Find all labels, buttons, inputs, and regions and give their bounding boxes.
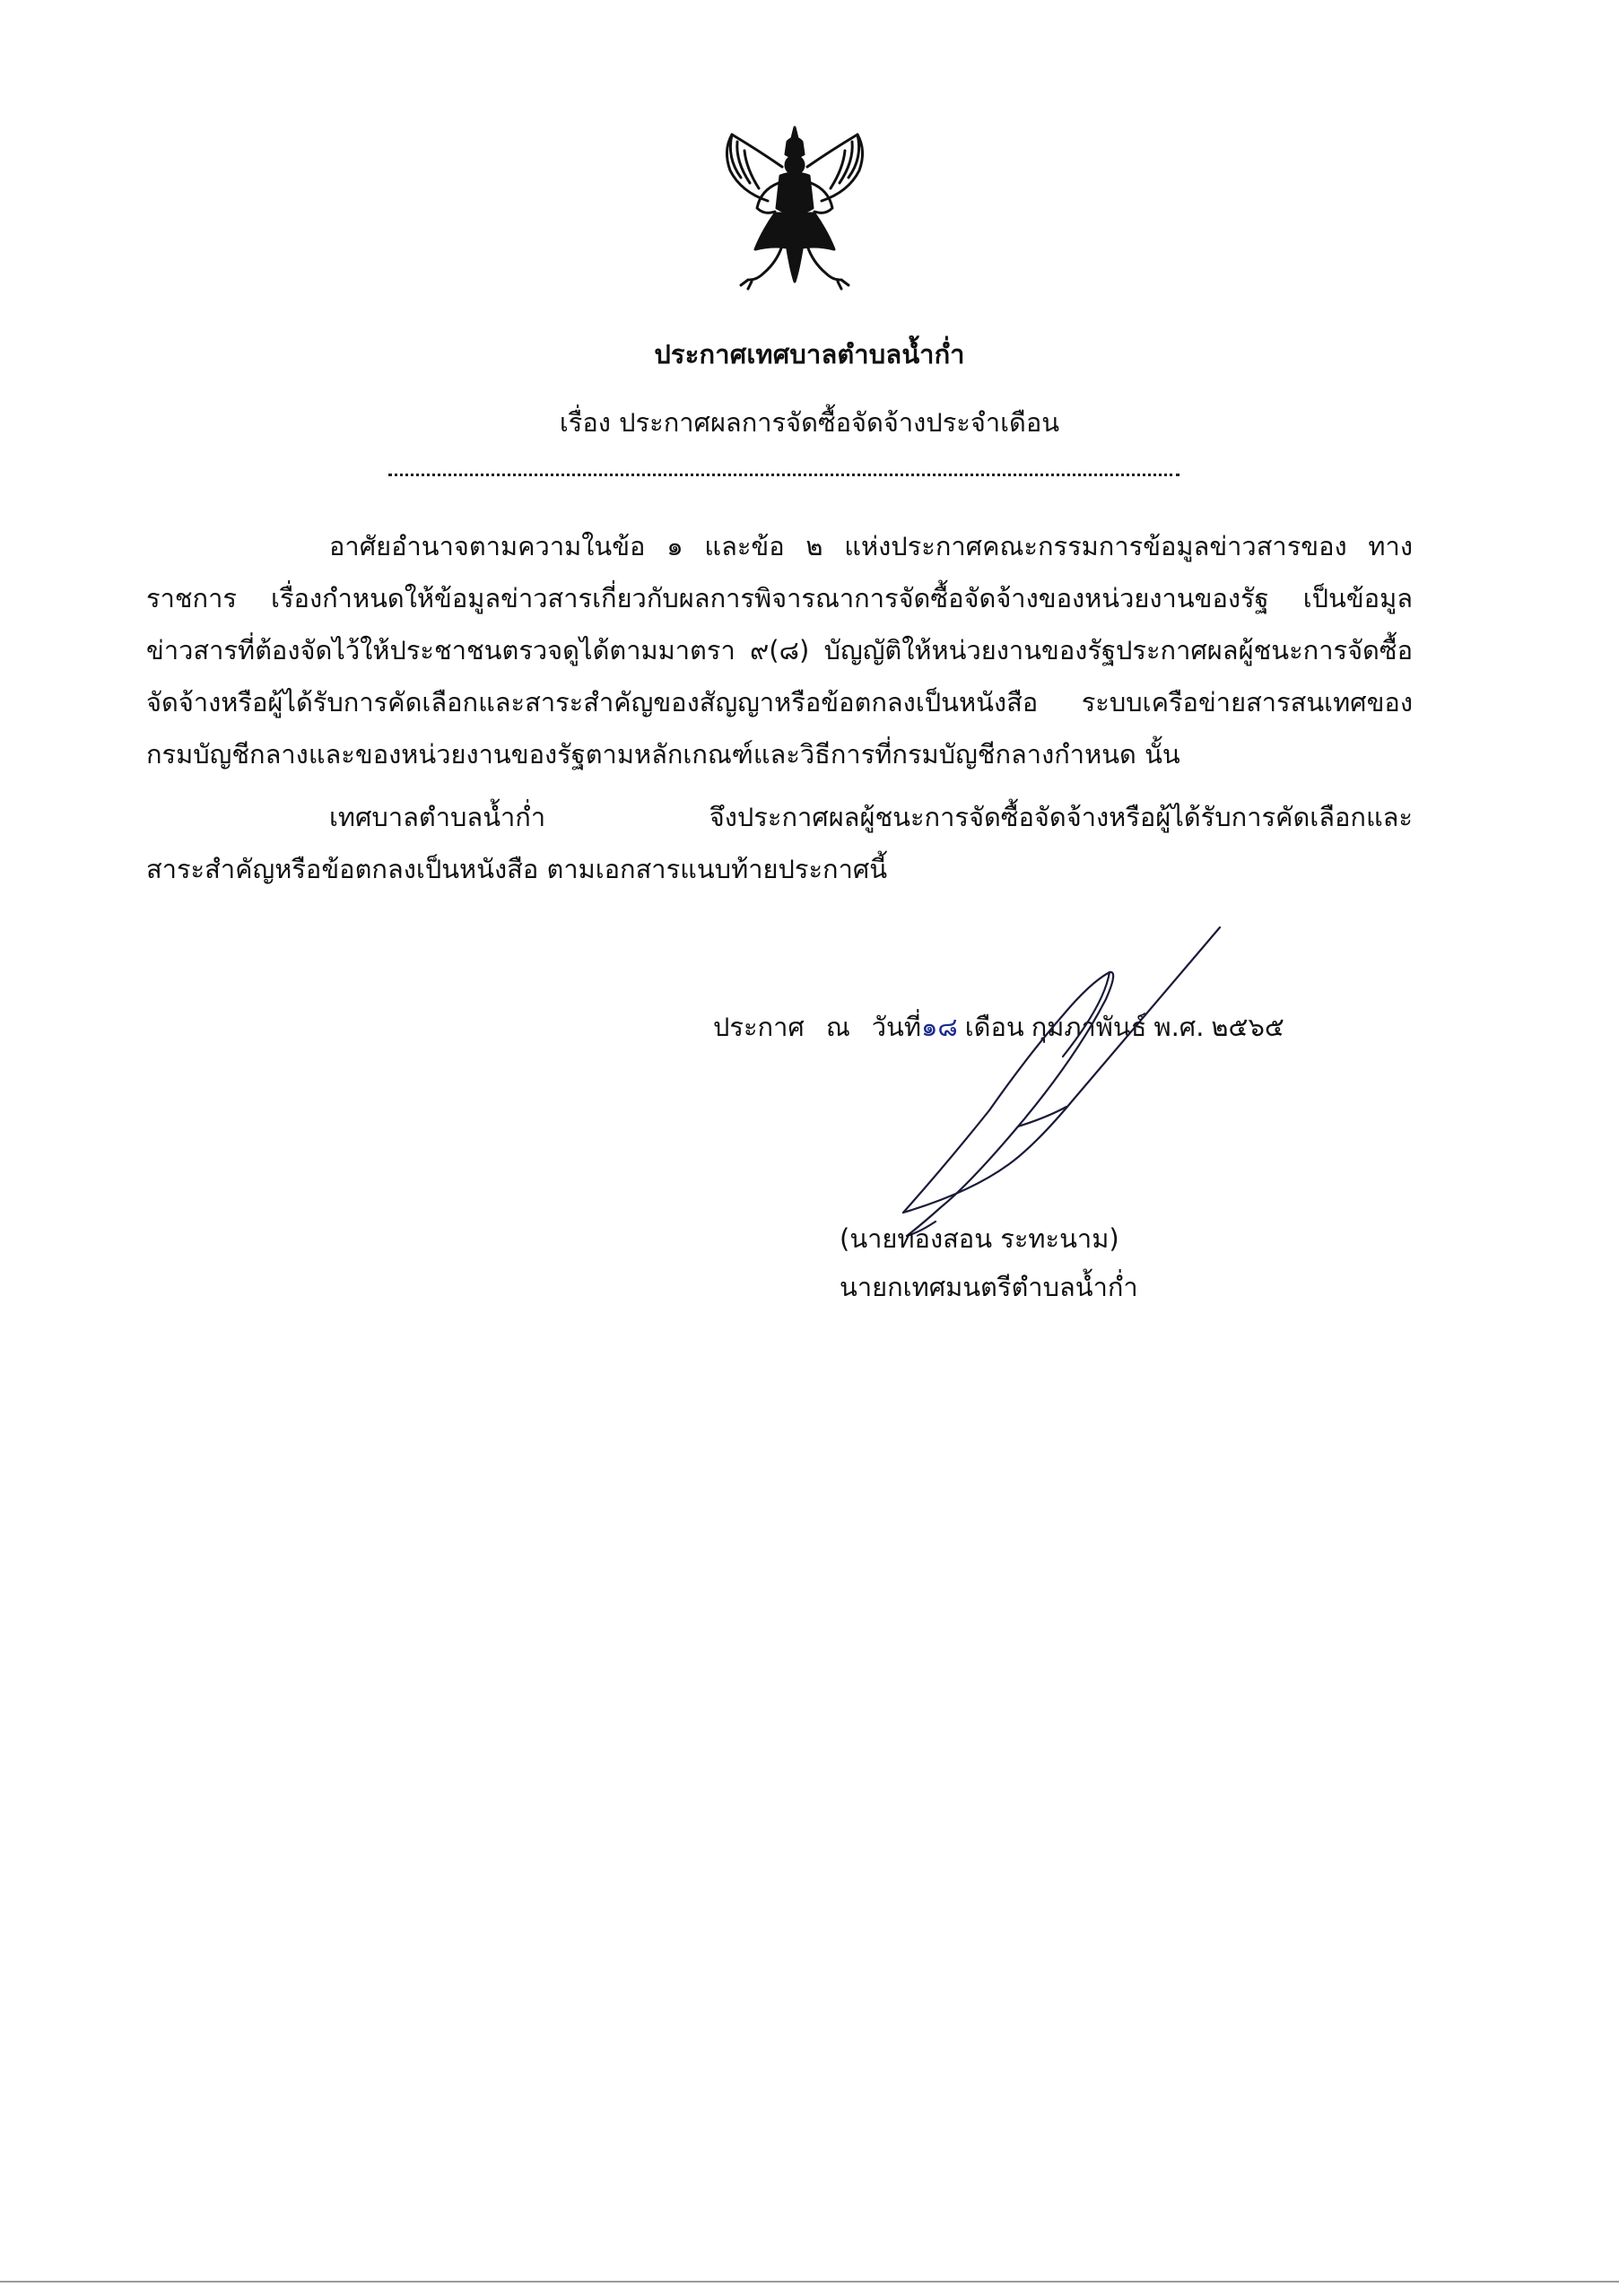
date-year-label: พ.ศ. [1153,1012,1205,1042]
date-year: ๒๕๖๕ [1211,1012,1284,1042]
date-month: กุมภาพันธ์ [1031,1012,1147,1042]
document-title: ประกาศเทศบาลตำบลน้ำก่ำ [654,339,965,370]
signer-title: นายกเทศมนตรีตำบลน้ำก่ำ [840,1272,1138,1302]
paragraph-authority [146,520,1413,780]
paragraph-line: อาศัยอำนาจตามความในข้อ ๑ และข้อ ๒ แห่งประกาศคณะกรรมการข้อมูลข่าวสารของ ทาง [329,531,1413,561]
date-day-label: วันที่ [871,1012,921,1042]
scan-edge-line [0,2281,1619,2283]
signer-name: (นายทองสอน ระทะนาม) [840,1223,1119,1254]
garuda-emblem-icon [705,115,884,294]
dotted-divider [388,474,1179,476]
date-prefix: ประกาศ [713,1012,805,1042]
paragraph-line: สาระสำคัญหรือข้อตกลงเป็นหนังสือ ตามเอกสารแนบท้ายประกาศนี้ [146,854,888,884]
document-subject: เรื่อง ประกาศผลการจัดซื้อจัดจ้างประจำเดือน [559,407,1060,438]
handwritten-signature-icon [883,922,1260,1263]
date-month-label: เดือน [964,1012,1024,1042]
paragraph-line: เทศบาลตำบลน้ำก่ำ จึงประกาศผลผู้ชนะการจัดซื้อจัดจ้างหรือผู้ได้รับการคัดเลือกและ [329,802,1413,832]
paragraph-announcement [146,791,1413,895]
paragraph-line: ข่าวสารที่ต้องจัดไว้ให้ประชาชนตรวจดูได้ตามมาตรา ๙(๘) บัญญัติให้หน่วยงานของรัฐประกาศผลผู้ชนะการจัดซื้อ [146,635,1413,665]
date-day: ๑๘ [920,1012,958,1042]
paragraph-line: จัดจ้างหรือผู้ได้รับการคัดเลือกและสาระสำคัญของสัญญาหรือข้อตกลงเป็นหนังสือ ระบบเครือข่ายสารสนเทศของ [146,687,1413,718]
paragraph-line: ราชการ เรื่องกำหนดให้ข้อมูลข่าวสารเกี่ยวกับผลการพิจารณาการจัดซื้อจัดจ้างของหน่วยงานของรัฐ เป็นข้อมูล [146,583,1413,613]
date-at: ณ [825,1012,850,1042]
paragraph-line: กรมบัญชีกลางและของหน่วยงานของรัฐตามหลักเกณฑ์และวิธีการที่กรมบัญชีกลางกำหนด นั้น [146,739,1180,770]
